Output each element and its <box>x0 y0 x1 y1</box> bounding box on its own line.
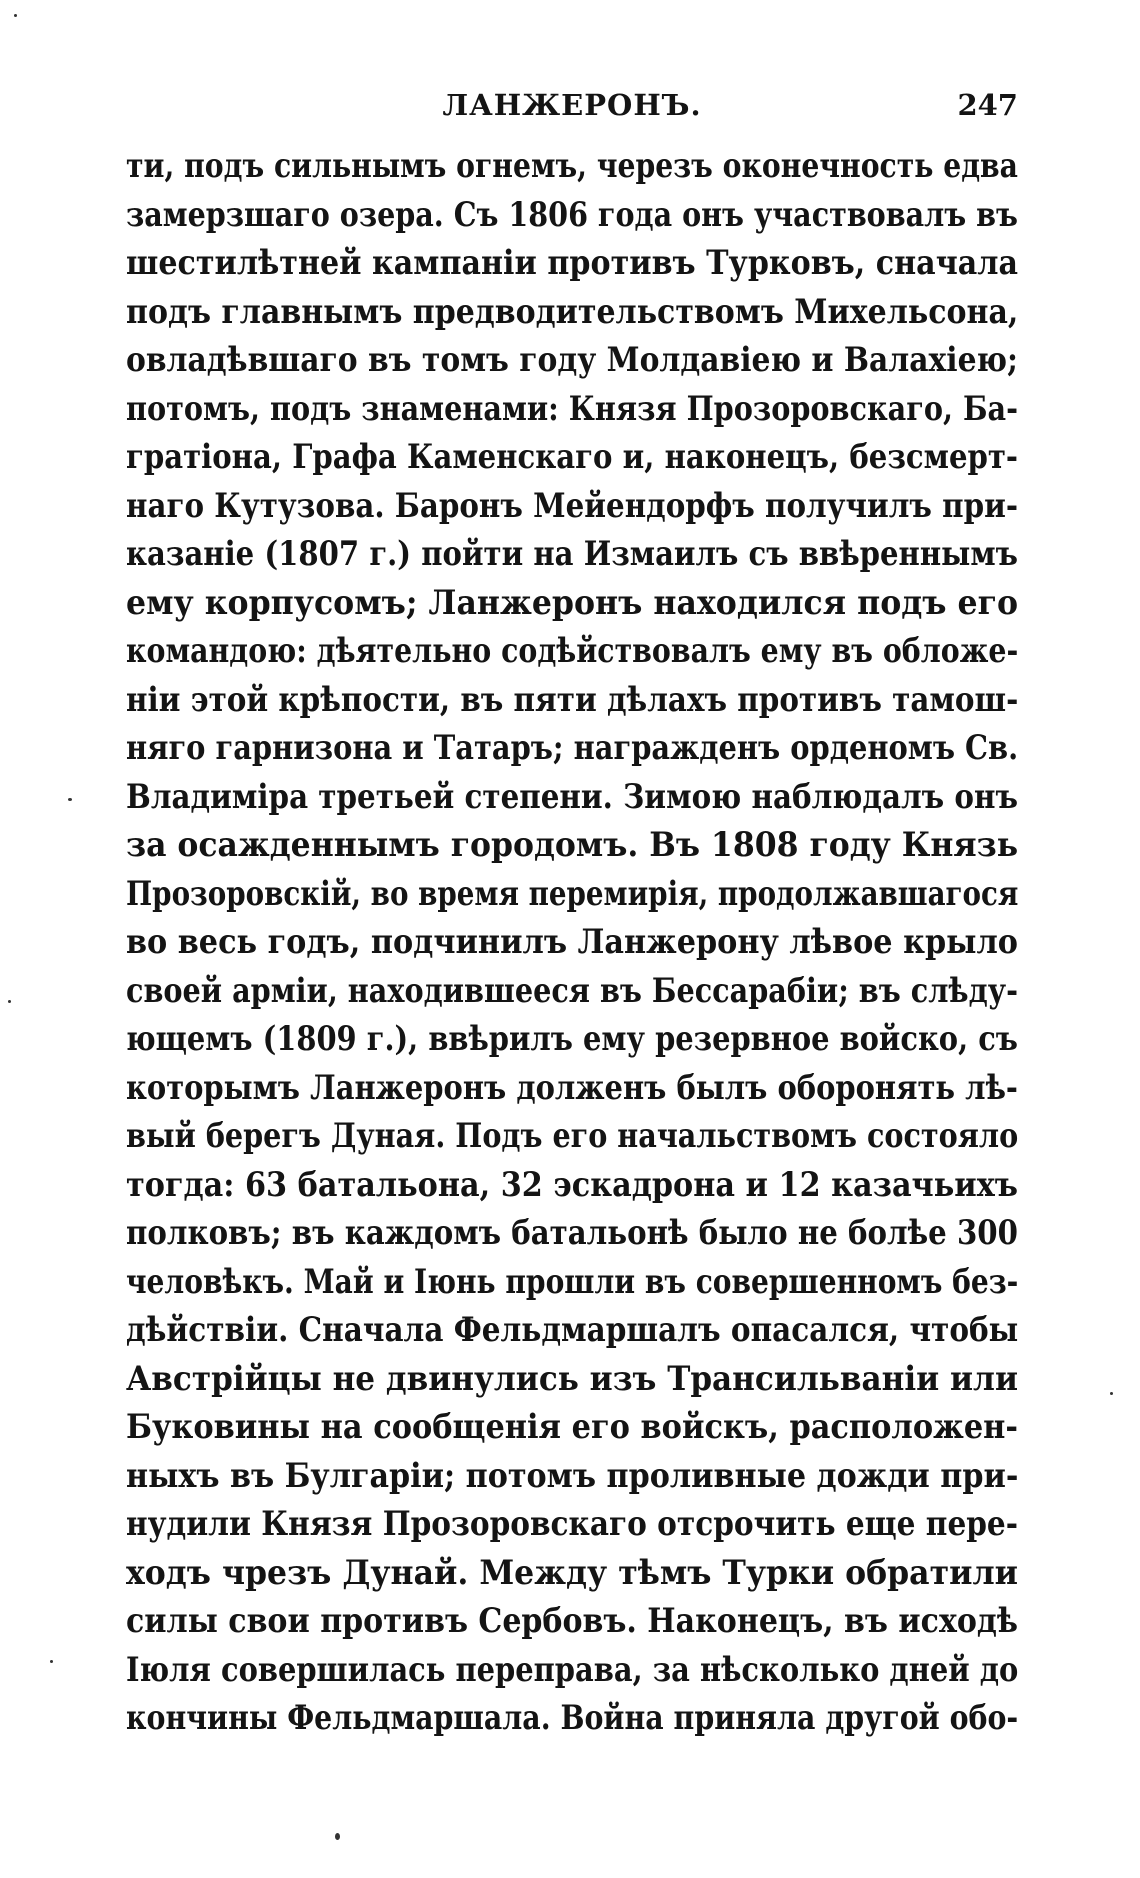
text-line: тогда: 63 батальона, 32 эскадрона и 12 казачьихъ <box>126 1164 1018 1205</box>
page-number: 247 <box>957 88 1018 122</box>
text-line: ныхъ въ Булгаріи; потомъ проливные дожди при- <box>126 1455 1019 1496</box>
text-line: ніи этой крѣпости, въ пяти дѣлахъ противъ тамош- <box>126 679 1019 720</box>
ink-speck <box>14 14 17 17</box>
text-line: овладѣвшаго въ томъ году Молдавіею и Валахіею; <box>126 340 1019 380</box>
body-text <box>126 142 1018 1743</box>
text-line: Владиміра третьей степени. Зимою наблюдалъ онъ <box>126 776 1019 817</box>
text-line: полковъ; въ каждомъ батальонѣ было не болѣе 300 <box>126 1213 1018 1253</box>
text-line: Прозоровскій, во время перемирія, продолжавшагося <box>126 873 1019 914</box>
text-line: командою: дѣятельно содѣйствовалъ ему въ обложе- <box>126 631 1019 671</box>
text-line: Буковины на сообщенія его войскъ, расположен- <box>126 1407 1019 1447</box>
text-line: человѣкъ. Май и Іюнь прошли въ совершенномъ без- <box>126 1261 1019 1302</box>
text-line: нудили Князя Прозоровскаго отсрочить еще пере- <box>126 1504 1019 1544</box>
text-line: Австрійцы не двинулись изъ Трансильваніи или <box>126 1358 1019 1399</box>
text-line: во весь годъ, подчинилъ Ланжерону лѣвое крыло <box>126 922 1018 962</box>
text-line: казаніе (1807 г.) пойти на Измаилъ съ ввѣреннымъ <box>126 534 1018 574</box>
text-line: вый берегъ Дуная. Подъ его начальствомъ состояло <box>126 1116 1019 1156</box>
text-line: Іюля совершилась переправа, за нѣсколько дней до <box>126 1649 1019 1690</box>
text-line: кончины Фельдмаршала. Война приняла другой обо- <box>126 1698 1019 1738</box>
ink-speck <box>335 1833 340 1840</box>
running-head-title: ЛАНЖЕРОНЪ. <box>442 88 702 122</box>
text-line: няго гарнизона и Татаръ; награжденъ орденомъ Св. <box>126 728 1019 768</box>
text-line: ющемъ (1809 г.), ввѣрилъ ему резервное войско, съ <box>126 1019 1018 1059</box>
text-line: силы свои противъ Сербовъ. Наконецъ, въ исходѣ <box>126 1601 1019 1641</box>
ink-speck <box>50 1660 53 1663</box>
ink-speck <box>8 1000 11 1003</box>
text-line: шестилѣтней кампаніи противъ Турковъ, сначала <box>126 243 1019 283</box>
text-line: дѣйствіи. Сначала Фельдмаршалъ опасался, чтобы <box>126 1310 1019 1350</box>
text-line: гратіона, Графа Каменскаго и, наконецъ, безсмерт- <box>126 437 1019 477</box>
text-line: ему корпусомъ; Ланжеронъ находился подъ его <box>126 582 1019 623</box>
text-line: своей арміи, находившееся въ Бессарабіи; въ слѣду- <box>126 970 1019 1011</box>
running-head <box>126 88 1018 128</box>
text-line: наго Кутузова. Баронъ Мейендорфъ получилъ при- <box>126 485 1019 526</box>
text-line: которымъ Ланжеронъ долженъ былъ оборонять лѣ- <box>126 1067 1018 1108</box>
ink-speck <box>68 798 72 801</box>
text-line: ходъ чрезъ Дунай. Между тѣмъ Турки обратили <box>126 1552 1019 1593</box>
text-line: подъ главнымъ предводительствомъ Михельсона, <box>126 291 1019 332</box>
text-line: потомъ, подъ знаменами: Князя Прозоровскаго, Ба- <box>126 388 1019 429</box>
ink-speck <box>1110 1392 1113 1395</box>
text-line: замерзшаго озера. Съ 1806 года онъ участвовалъ въ <box>126 194 1018 235</box>
text-line: за осажденнымъ городомъ. Въ 1808 году Князь <box>126 825 1019 865</box>
text-line: ти, подъ сильнымъ огнемъ, черезъ оконечность едва <box>126 146 1018 186</box>
